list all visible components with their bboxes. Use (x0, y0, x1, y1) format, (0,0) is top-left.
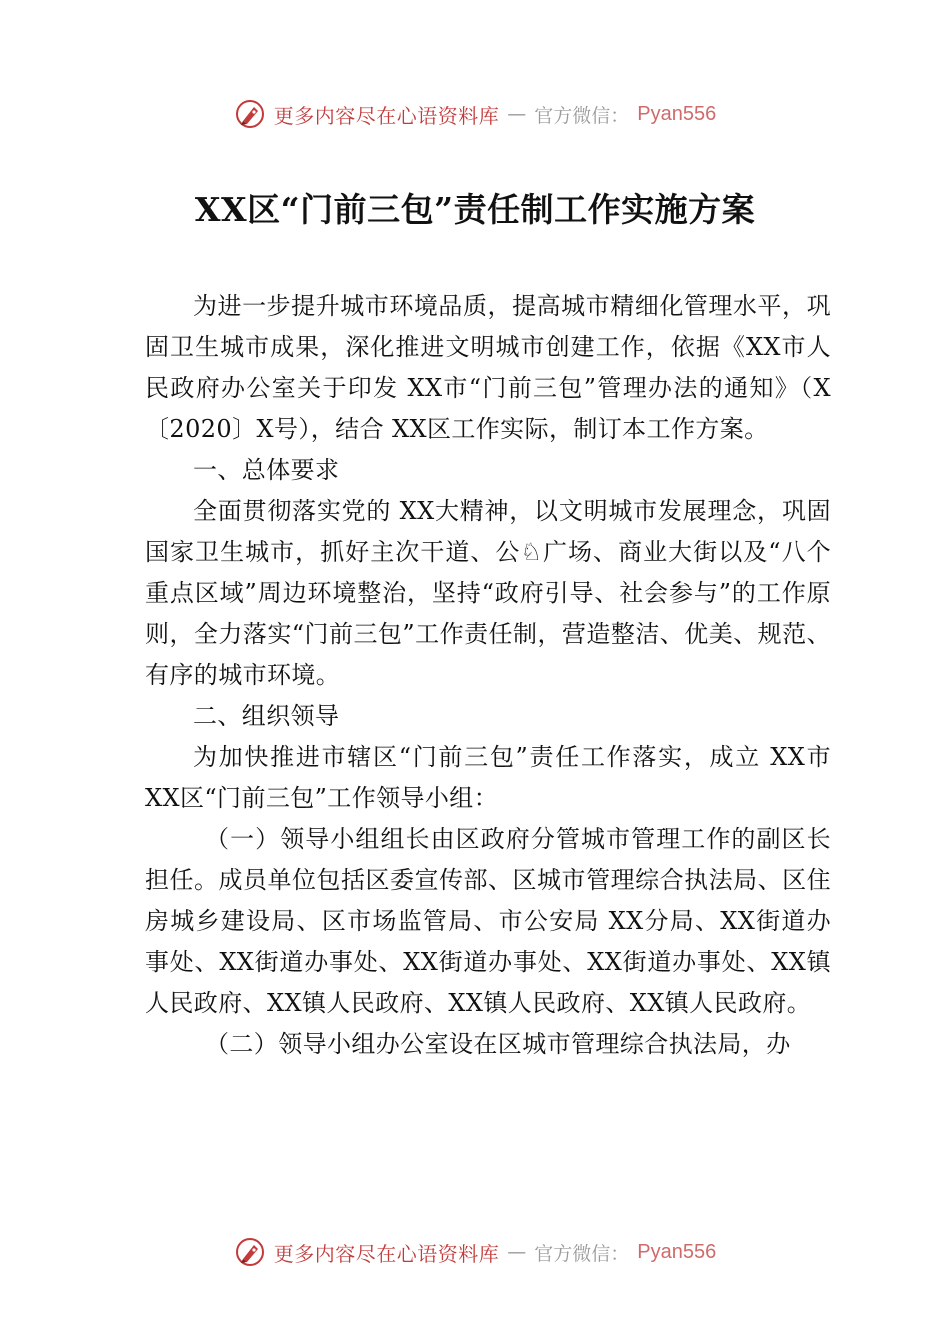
paragraph-item-2: （二）领导小组办公室设在区城市管理综合执法局，办 (205, 1030, 791, 1058)
header-watermark (0, 94, 950, 134)
watermark-label: 官方微信： (534, 104, 630, 127)
watermark-dash: — (507, 1241, 527, 1263)
watermark-text: 更多内容尽在心语资料库 (273, 1241, 500, 1266)
watermark-text: 更多内容尽在心语资料库 (273, 103, 500, 128)
heading-organization: 二、组织领导 (193, 702, 340, 730)
watermark-wechat-id: Pyan556 (637, 1240, 717, 1263)
footer-watermark (0, 1232, 950, 1272)
paragraph-intro: 为进一步提升城市环境品质，提高城市精细化管理水平，巩固卫生城市成果，深化推进文明城市创建工作，依据《XX市人民政府办公室关于印发 XX市“门前三包”管理办法的通知》（X〔2020〕X号），结合 XX区工作实际，制订本工作方案。 (145, 292, 831, 443)
watermark-label: 官方微信： (534, 1242, 630, 1265)
paragraph-general-requirements: 全面贯彻落实党的 XX大精神，以文明城市发展理念，巩固国家卫生城市，抓好主次干道、公♘广场、商业大街以及“八个重点区域”周边环境整治，坚持“政府引导、社会参与”的工作原则，全力落实“门前三包”工作责任制，营造整洁、优美、规范、有序的城市环境。 (145, 497, 831, 689)
paragraph-item-1: （一）领导小组组长由区政府分管城市管理工作的副区长担任。成员单位包括区委宣传部、区城市管理综合执法局、区住房城乡建设局、区市场监管局、市公安局 XX分局、XX街道办事处、XX街道办事处、XX街道办事处、XX街道办事处、XX镇人民政府、XX镇人民政府、XX镇人民政府、XX镇人民政府。 (145, 825, 831, 1017)
pen-nib-logo-icon (234, 98, 266, 130)
paragraph-organization: 为加快推进市辖区“门前三包”责任工作落实，成立 XX市 XX区“门前三包”工作领导小组： (145, 743, 831, 812)
heading-general-requirements: 一、总体要求 (193, 456, 340, 484)
document-body (145, 286, 831, 1065)
pen-nib-logo-icon (234, 1236, 266, 1268)
document-title: XX区“门前三包”责任制工作实施方案 (194, 190, 756, 229)
watermark-dash: — (507, 103, 527, 125)
watermark-wechat-id: Pyan556 (637, 102, 717, 125)
